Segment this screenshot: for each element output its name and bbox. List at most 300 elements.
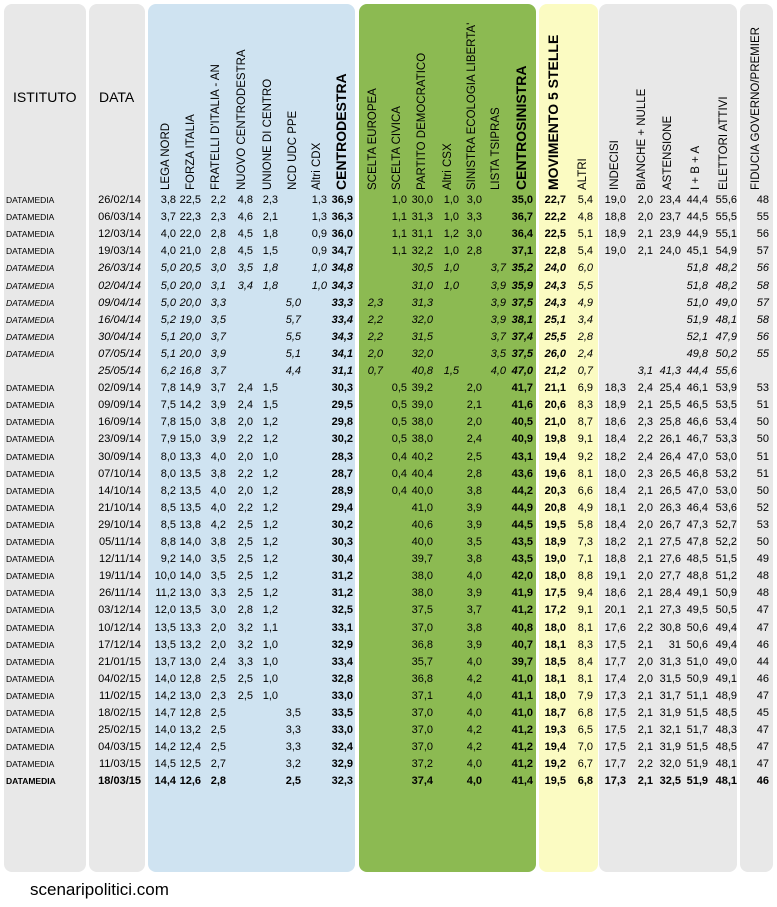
cell-date: 04/02/15 [98, 672, 141, 685]
cell-elettori: 49,4 [715, 638, 737, 651]
cell-fratelli-italia: 3,9 [210, 399, 226, 412]
cell-fiducia: 55 [756, 347, 769, 360]
cell-udc: 1,2 [262, 536, 278, 548]
cell-scelta-civica: 1,1 [391, 228, 407, 241]
cell-date: 04/03/15 [98, 741, 141, 754]
cell-forza-italia: 12,8 [179, 707, 201, 719]
cell-nuovo-centrodestra: 2,5 [237, 536, 253, 548]
cell-pd: 38,0 [411, 587, 433, 600]
cell-date: 09/09/14 [98, 399, 141, 412]
cell-iba: 46,1 [686, 382, 708, 395]
cell-fiducia: 47 [756, 758, 769, 771]
cell-istituto: DATAMEDIA [6, 639, 55, 650]
cell-lega-nord: 8,2 [160, 484, 176, 497]
cell-iba: 45,1 [686, 245, 708, 258]
cell-fiducia: 50 [756, 433, 769, 446]
cell-fratelli-italia: 3,8 [210, 416, 226, 429]
cell-udc: 1,1 [262, 621, 278, 634]
cell-sel: 2,1 [466, 399, 482, 412]
header-centrosinistra: CENTROSINISTRA [513, 65, 529, 190]
header-m5s: MOVIMENTO 5 STELLE [545, 34, 561, 190]
cell-altri: 8,1 [577, 621, 593, 634]
cell-altri-csx: 1,0 [443, 279, 459, 292]
cell-fratelli-italia: 2,5 [210, 672, 226, 685]
cell-indecisi: 17,4 [604, 672, 626, 685]
cell-lega-nord: 8,0 [160, 467, 176, 480]
cell-centrodestra: 31,2 [331, 587, 353, 600]
cell-altri: 8,1 [577, 672, 593, 685]
cell-pd: 31,0 [411, 279, 433, 292]
cell-m5s: 22,2 [544, 211, 566, 224]
cell-iba: 46,8 [686, 467, 708, 480]
cell-pd: 40,6 [411, 518, 433, 531]
cell-forza-italia: 12,8 [179, 672, 201, 685]
cell-centrodestra: 32,9 [331, 758, 353, 771]
cell-date: 26/11/14 [98, 587, 141, 600]
cell-bianche-nulle: 2,1 [637, 741, 653, 754]
header-altri-cdx: Altri CDX [311, 142, 323, 190]
cell-altri: 6,9 [577, 382, 593, 395]
cell-astensione: 32,0 [659, 758, 681, 771]
cell-istituto: DATAMEDIA [6, 468, 55, 479]
cell-fratelli-italia: 2,3 [210, 211, 226, 224]
cell-bianche-nulle: 2,4 [637, 382, 653, 395]
cell-istituto: DATAMEDIA [6, 759, 55, 770]
cell-elettori: 47,9 [715, 330, 737, 343]
cell-lega-nord: 5,1 [160, 347, 176, 360]
cell-fratelli-italia: 2,0 [210, 621, 226, 634]
cell-m5s: 24,0 [544, 262, 566, 275]
cell-pd: 32,2 [411, 245, 433, 258]
cell-fratelli-italia: 3,3 [210, 587, 226, 600]
cell-centrodestra: 34,1 [331, 347, 353, 360]
cell-indecisi: 17,5 [604, 707, 626, 719]
header-data: DATA [99, 89, 135, 105]
cell-pd: 39,2 [411, 382, 433, 395]
header-scelta-civica: SCELTA CIVICA [391, 106, 403, 190]
cell-nuovo-centrodestra: 2,2 [237, 467, 253, 480]
cell-date: 12/11/14 [98, 553, 141, 566]
cell-indecisi: 18,8 [604, 211, 626, 224]
cell-altri: 2,8 [577, 330, 593, 343]
cell-nuovo-centrodestra: 2,0 [237, 450, 253, 463]
cell-indecisi: 18,4 [604, 484, 626, 497]
cell-lega-nord: 9,2 [160, 553, 176, 566]
cell-pd: 31,5 [411, 330, 433, 343]
cell-centrodestra: 28,9 [331, 484, 353, 497]
cell-date: 23/09/14 [98, 433, 141, 446]
cell-astensione: 41,3 [659, 365, 681, 377]
cell-iba: 47,0 [686, 484, 708, 497]
cell-centrosinistra: 40,8 [511, 621, 533, 634]
cell-astensione: 30,8 [659, 621, 681, 634]
header-indecisi: INDECISI [609, 140, 621, 190]
cell-centrosinistra: 43,5 [511, 553, 533, 566]
cell-centrodestra: 32,3 [331, 775, 353, 788]
cell-pd: 37,0 [411, 707, 433, 719]
cell-m5s: 19,0 [544, 553, 566, 566]
cell-altri: 3,4 [577, 313, 593, 326]
cell-forza-italia: 14,0 [179, 536, 201, 548]
cell-udc: 1,0 [262, 689, 278, 702]
cell-pd: 36,8 [411, 672, 433, 685]
cell-altri: 7,0 [577, 741, 593, 754]
cell-astensione: 31,3 [659, 655, 681, 668]
cell-istituto: DATAMEDIA [6, 554, 55, 565]
cell-istituto: DATAMEDIA [6, 263, 55, 274]
cell-altri: 9,1 [577, 604, 593, 617]
cell-pd: 37,0 [411, 724, 433, 737]
cell-bianche-nulle: 2,0 [637, 518, 653, 531]
cell-iba: 50,9 [686, 672, 708, 685]
cell-altri: 5,5 [577, 279, 593, 292]
cell-elettori: 53,2 [715, 467, 737, 480]
cell-nuovo-centrodestra: 2,5 [237, 518, 253, 531]
cell-altri-cdx: 1,0 [311, 262, 327, 275]
cell-istituto: DATAMEDIA [6, 776, 56, 787]
cell-fiducia: 46 [756, 638, 769, 651]
cell-istituto: DATAMEDIA [6, 314, 55, 325]
cell-lega-nord: 6,2 [160, 365, 176, 377]
cell-nuovo-centrodestra: 2,0 [237, 484, 253, 497]
cell-indecisi: 20,1 [604, 604, 626, 617]
cell-forza-italia: 20,0 [179, 347, 201, 360]
cell-elettori: 49,1 [715, 672, 737, 685]
header-astensione: ASTENSIONE [662, 115, 674, 190]
cell-pd: 36,8 [411, 638, 433, 651]
cell-altri: 8,3 [577, 399, 593, 412]
cell-fiducia: 56 [756, 228, 769, 241]
cell-centrodestra: 29,4 [331, 501, 353, 514]
cell-sel: 3,8 [466, 484, 482, 497]
cell-lega-nord: 7,8 [160, 416, 176, 429]
cell-centrodestra: 30,4 [331, 553, 353, 566]
cell-udc: 1,5 [262, 399, 278, 412]
cell-centrosinistra: 42,0 [511, 570, 533, 583]
cell-fratelli-italia: 2,0 [210, 638, 226, 651]
cell-altri-cdx: 0,9 [311, 245, 327, 258]
cell-bianche-nulle: 2,0 [637, 672, 653, 685]
cell-iba: 49,1 [686, 587, 708, 600]
cell-forza-italia: 20,0 [179, 330, 201, 343]
cell-fiducia: 51 [756, 399, 769, 412]
cell-forza-italia: 13,0 [179, 689, 201, 702]
cell-iba: 44,5 [686, 211, 708, 224]
cell-pd: 39,7 [411, 553, 433, 566]
cell-altri-cdx: 1,3 [311, 211, 327, 224]
cell-centrodestra: 33,0 [331, 724, 353, 737]
cell-nuovo-centrodestra: 2,4 [237, 399, 253, 412]
cell-m5s: 18,0 [544, 570, 566, 583]
cell-altri: 4,9 [577, 296, 593, 309]
cell-nuovo-centrodestra: 4,5 [237, 245, 253, 258]
cell-pd: 40,0 [411, 484, 433, 497]
cell-altri-cdx: 1,0 [311, 279, 327, 292]
cell-scelta-civica: 0,4 [391, 484, 407, 497]
cell-lega-nord: 8,0 [160, 450, 176, 463]
cell-date: 26/03/14 [98, 262, 141, 275]
cell-centrosinistra: 36,7 [511, 211, 533, 224]
cell-iba: 51,8 [686, 262, 708, 275]
cell-udc: 1,2 [262, 433, 278, 446]
cell-centrosinistra: 37,5 [511, 347, 533, 360]
cell-m5s: 19,4 [544, 450, 566, 463]
cell-date: 17/12/14 [98, 638, 141, 651]
cell-nuovo-centrodestra: 3,3 [237, 655, 253, 668]
cell-iba: 49,5 [686, 604, 708, 617]
cell-scelta-civica: 0,5 [391, 382, 407, 395]
cell-forza-italia: 12,6 [179, 775, 201, 788]
cell-udc: 1,5 [262, 382, 278, 395]
cell-centrosinistra: 47,0 [511, 365, 533, 377]
cell-nuovo-centrodestra: 4,8 [237, 194, 253, 206]
cell-bianche-nulle: 2,1 [637, 707, 653, 719]
cell-centrodestra: 30,2 [331, 433, 353, 446]
cell-centrodestra: 33,1 [331, 621, 353, 634]
cell-lega-nord: 10,0 [154, 570, 176, 583]
cell-nuovo-centrodestra: 2,8 [237, 604, 253, 617]
cell-altri-cdx: 0,9 [311, 228, 327, 241]
cell-nuovo-centrodestra: 2,2 [237, 501, 253, 514]
cell-centrodestra: 34,7 [331, 245, 353, 258]
cell-nuovo-centrodestra: 2,0 [237, 416, 253, 429]
cell-indecisi: 18,6 [604, 416, 626, 429]
cell-fiducia: 50 [756, 484, 769, 497]
cell-centrosinistra: 35,0 [511, 194, 533, 206]
cell-centrodestra: 30,3 [331, 382, 353, 395]
header-elettori: ELETTORI ATTIVI [718, 96, 730, 190]
cell-fratelli-italia: 2,2 [210, 194, 226, 206]
cell-udc: 1,2 [262, 587, 278, 600]
cell-centrosinistra: 37,1 [511, 245, 533, 258]
header-scelta-europea: SCELTA EUROPEA [367, 88, 379, 190]
cell-centrodestra: 33,3 [331, 296, 353, 309]
cell-udc: 1,0 [262, 672, 278, 685]
cell-sel: 2,0 [466, 382, 482, 395]
cell-forza-italia: 14,2 [179, 399, 201, 412]
cell-sel: 4,0 [466, 570, 482, 583]
cell-altri: 5,4 [577, 245, 593, 258]
cell-sel: 3,9 [466, 587, 482, 600]
cell-altri: 0,7 [577, 365, 593, 377]
cell-nuovo-centrodestra: 2,5 [237, 570, 253, 583]
cell-indecisi: 18,6 [604, 587, 626, 600]
cell-m5s: 18,1 [544, 672, 566, 685]
cell-date: 10/12/14 [98, 621, 141, 634]
cell-astensione: 26,5 [659, 484, 681, 497]
cell-centrodestra: 31,1 [331, 365, 353, 377]
cell-fiducia: 46 [756, 672, 769, 685]
cell-fratelli-italia: 2,3 [210, 689, 226, 702]
cell-udc: 1,2 [262, 467, 278, 480]
cell-m5s: 22,7 [544, 194, 566, 206]
cell-istituto: DATAMEDIA [6, 725, 55, 736]
cell-iba: 51,5 [686, 707, 708, 719]
cell-istituto: DATAMEDIA [6, 537, 55, 547]
cell-pd: 40,8 [411, 365, 433, 377]
cell-scelta-civica: 0,5 [391, 416, 407, 429]
cell-astensione: 27,7 [659, 570, 681, 583]
cell-scelta-europea: 2,3 [367, 296, 383, 309]
cell-date: 30/04/14 [98, 330, 141, 343]
cell-astensione: 27,3 [659, 604, 681, 617]
cell-astensione: 28,4 [659, 587, 681, 600]
cell-tsipras: 4,0 [490, 365, 506, 377]
cell-m5s: 26,0 [544, 347, 566, 360]
cell-altri: 5,1 [577, 228, 593, 241]
cell-altri: 2,4 [577, 347, 593, 360]
cell-fiducia: 47 [756, 724, 769, 737]
cell-m5s: 18,7 [544, 707, 566, 719]
cell-centrodestra: 32,9 [331, 638, 353, 651]
cell-altri: 5,8 [577, 518, 593, 531]
cell-istituto: DATAMEDIA [6, 588, 55, 599]
cell-pd: 38,0 [411, 433, 433, 446]
cell-udc: 1,2 [262, 484, 278, 497]
cell-lega-nord: 3,7 [160, 211, 176, 224]
cell-centrosinistra: 41,7 [511, 382, 533, 395]
cell-iba: 46,6 [686, 416, 708, 429]
cell-m5s: 22,8 [544, 245, 566, 258]
cell-nuovo-centrodestra: 3,2 [237, 621, 253, 634]
cell-elettori: 49,0 [715, 296, 737, 309]
header-pd: PARTITO DEMOCRATICO [416, 52, 428, 190]
cell-pd: 40,4 [411, 467, 433, 480]
cell-scelta-europea: 2,2 [367, 313, 383, 326]
cell-indecisi: 17,3 [604, 689, 626, 702]
cell-centrosinistra: 44,5 [511, 518, 533, 531]
cell-date: 02/09/14 [98, 382, 141, 395]
cell-m5s: 17,5 [544, 587, 566, 600]
cell-fratelli-italia: 2,7 [210, 758, 226, 771]
cell-forza-italia: 13,5 [179, 484, 201, 497]
cell-fiducia: 45 [756, 707, 769, 719]
header-altri: ALTRI [577, 158, 589, 190]
cell-sel: 3,3 [466, 211, 482, 224]
cell-pd: 30,0 [411, 194, 433, 206]
cell-altri: 8,7 [577, 416, 593, 429]
cell-centrosinistra: 41,2 [511, 758, 533, 771]
cell-centrosinistra: 39,7 [511, 655, 533, 668]
cell-istituto: DATAMEDIA [6, 280, 55, 291]
cell-lega-nord: 4,0 [160, 228, 176, 241]
cell-istituto: DATAMEDIA [6, 400, 55, 411]
cell-altri: 9,1 [577, 433, 593, 446]
cell-altri-csx: 1,0 [443, 262, 459, 275]
cell-centrosinistra: 41,1 [511, 689, 533, 702]
cell-fiducia: 47 [756, 621, 769, 634]
cell-centrodestra: 28,7 [331, 467, 353, 480]
cell-lega-nord: 5,2 [160, 313, 176, 326]
cell-indecisi: 17,7 [604, 758, 626, 771]
cell-date: 25/05/14 [98, 365, 141, 377]
cell-centrodestra: 36,9 [331, 194, 353, 206]
cell-indecisi: 18,9 [604, 399, 626, 412]
cell-astensione: 26,7 [659, 518, 681, 531]
cell-fratelli-italia: 2,8 [210, 245, 226, 258]
cell-elettori: 49,4 [715, 621, 737, 634]
cell-istituto: DATAMEDIA [6, 485, 55, 496]
cell-lega-nord: 7,8 [160, 382, 176, 395]
cell-centrosinistra: 44,9 [511, 501, 533, 514]
cell-date: 07/05/14 [98, 347, 141, 360]
cell-forza-italia: 13,5 [179, 604, 201, 617]
cell-date: 07/10/14 [98, 467, 141, 480]
cell-istituto: DATAMEDIA [6, 519, 55, 530]
cell-iba: 51,9 [686, 758, 708, 771]
cell-udc: 1,2 [262, 553, 278, 566]
cell-indecisi: 17,5 [604, 741, 626, 754]
cell-fratelli-italia: 2,5 [210, 724, 226, 737]
cell-lega-nord: 14,4 [154, 775, 176, 788]
cell-pd: 37,4 [411, 775, 433, 788]
cell-lega-nord: 8,5 [160, 501, 176, 514]
cell-astensione: 27,5 [659, 536, 681, 548]
cell-bianche-nulle: 2,1 [637, 638, 653, 651]
cell-elettori: 55,5 [715, 211, 737, 224]
cell-elettori: 48,2 [715, 262, 737, 275]
cell-istituto: DATAMEDIA [6, 434, 55, 445]
cell-astensione: 26,3 [659, 501, 681, 514]
cell-m5s: 21,2 [544, 365, 566, 377]
header-sel: SINISTRA ECOLOGIA LIBERTA' [466, 22, 478, 190]
cell-pd: 37,1 [411, 689, 433, 702]
cell-bianche-nulle: 2,3 [637, 467, 653, 480]
cell-istituto: DATAMEDIA [6, 708, 55, 718]
cell-lega-nord: 12,0 [154, 604, 176, 617]
cell-m5s: 20,6 [544, 399, 566, 412]
cell-sel: 2,5 [466, 450, 482, 463]
cell-centrosinistra: 41,4 [511, 775, 533, 788]
cell-tsipras: 3,5 [490, 347, 506, 360]
cell-bianche-nulle: 2,0 [637, 655, 653, 668]
cell-fratelli-italia: 3,9 [210, 347, 226, 360]
cell-pd: 37,5 [411, 604, 433, 617]
cell-altri: 8,4 [577, 655, 593, 668]
cell-indecisi: 18,2 [604, 536, 626, 548]
cell-forza-italia: 15,0 [179, 416, 201, 429]
cell-fratelli-italia: 3,7 [210, 382, 226, 395]
cell-altri: 7,9 [577, 689, 593, 702]
cell-elettori: 52,7 [715, 518, 737, 531]
cell-date: 29/10/14 [98, 518, 141, 531]
cell-centrodestra: 36,3 [331, 211, 353, 224]
cell-indecisi: 18,2 [604, 450, 626, 463]
cell-sel: 4,2 [466, 741, 482, 754]
cell-forza-italia: 12,4 [179, 741, 201, 754]
cell-iba: 48,8 [686, 570, 708, 583]
cell-bianche-nulle: 2,1 [637, 228, 653, 241]
cell-astensione: 23,7 [659, 211, 681, 224]
cell-elettori: 48,2 [715, 279, 737, 292]
cell-sel: 4,0 [466, 707, 482, 719]
cell-date: 11/03/15 [98, 758, 141, 771]
cell-iba: 50,6 [686, 621, 708, 634]
cell-tsipras: 3,9 [490, 313, 506, 326]
header-altri-csx: Altri CSX [442, 143, 454, 190]
cell-elettori: 53,3 [715, 433, 737, 446]
cell-forza-italia: 14,0 [179, 570, 201, 583]
cell-iba: 51,9 [686, 775, 708, 788]
cell-ncd-udc-ppe: 3,5 [285, 707, 301, 719]
cell-astensione: 31,9 [659, 707, 681, 719]
cell-date: 16/09/14 [98, 416, 141, 429]
cell-nuovo-centrodestra: 3,5 [237, 262, 253, 275]
cell-lega-nord: 5,1 [160, 330, 176, 343]
cell-altri-csx: 1,0 [443, 194, 459, 206]
cell-elettori: 55,6 [715, 365, 737, 377]
cell-m5s: 18,9 [544, 536, 566, 548]
